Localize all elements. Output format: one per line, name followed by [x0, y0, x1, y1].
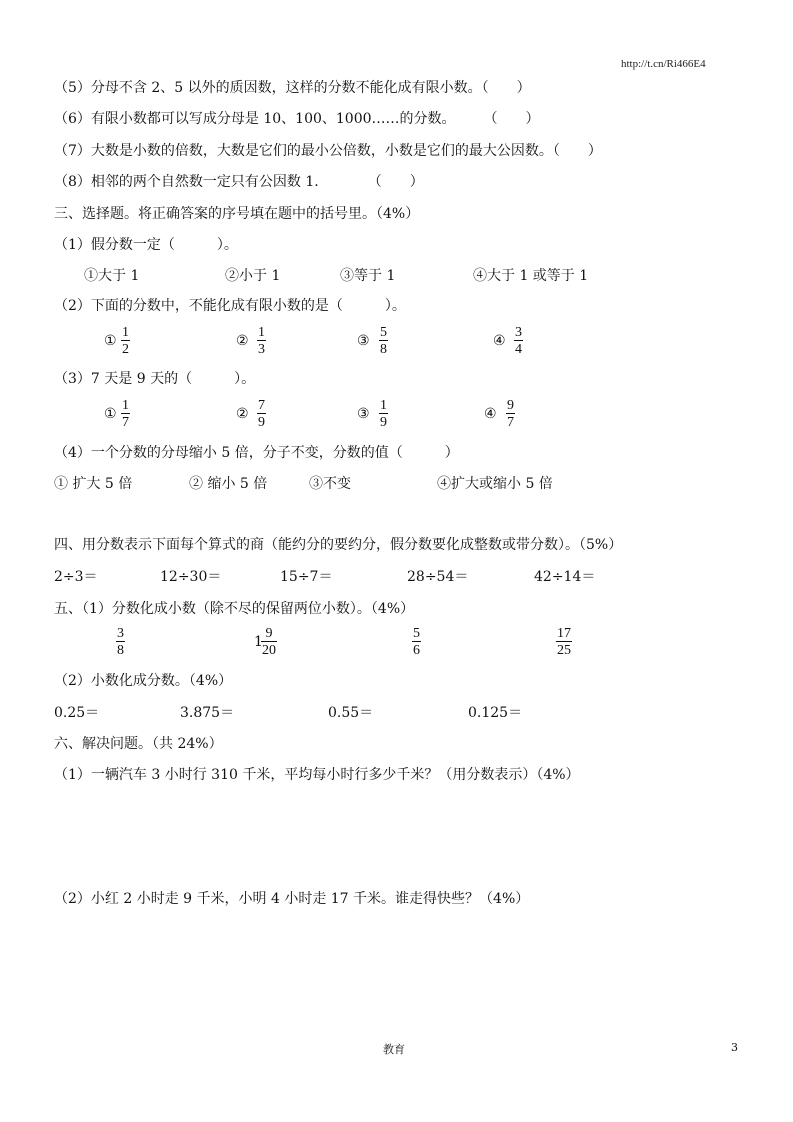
choice-q3-fraction-1	[121, 398, 130, 430]
section-5-heading-2: （2）小数化成分数。（4%）	[54, 673, 233, 689]
fraction-numerator: 9	[265, 626, 273, 641]
division-expr-4: 28÷54＝	[407, 569, 469, 585]
fraction-numerator: 1	[380, 398, 387, 413]
choice-q3-mark-4: ④	[484, 406, 497, 422]
convert-fraction-2	[261, 626, 277, 658]
judge-item-8: （8）相邻的两个自然数一定只有公因数 1. （ ）	[54, 174, 424, 190]
choice-q3-stem: （3）7 天是 9 天的（ ）。	[54, 371, 256, 387]
choice-q2-fraction-1	[121, 325, 130, 357]
convert-fraction-4	[556, 626, 572, 658]
choice-q3-mark-2: ②	[236, 406, 249, 422]
problem-1: （1）一辆汽车 3 小时行 310 千米，平均每小时行多少千米？（用分数表示）（4%）	[54, 767, 580, 783]
fraction-denominator: 8	[117, 643, 124, 658]
fraction-denominator: 7	[122, 415, 129, 430]
fraction-numerator: 1	[258, 325, 265, 340]
fraction-denominator: 9	[380, 415, 387, 430]
fraction-denominator: 6	[413, 643, 420, 658]
fraction-denominator: 8	[380, 342, 387, 357]
convert-fraction-3	[412, 626, 421, 658]
fraction-numerator: 9	[507, 398, 514, 413]
choice-q1-option-3: ③等于 1	[340, 268, 396, 284]
footer-label: 教育	[383, 1043, 405, 1056]
choice-q4-option-3: ③不变	[309, 476, 351, 492]
fraction-numerator: 7	[258, 398, 265, 413]
section-3-heading: 三、选择题。将正确答案的序号填在题中的括号里。（4%）	[54, 206, 420, 222]
choice-q4-option-1: ① 扩大 5 倍	[54, 476, 133, 492]
choice-q3-fraction-4	[506, 398, 515, 430]
choice-q2-mark-1: ①	[104, 333, 117, 349]
fraction-denominator: 9	[258, 415, 265, 430]
page-number: 3	[731, 1041, 738, 1054]
choice-q4-option-4: ④扩大或缩小 5 倍	[437, 476, 553, 492]
judge-item-5: （5）分母不含 2、5 以外的质因数，这样的分数不能化成有限小数。（ ）	[54, 80, 531, 96]
choice-q1-option-4: ④大于 1 或等于 1	[473, 268, 589, 284]
fraction-denominator: 2	[122, 342, 129, 357]
decimal-expr-4: 0.125＝	[468, 705, 523, 721]
choice-q2-fraction-4	[514, 325, 523, 357]
fraction-numerator: 1	[122, 398, 129, 413]
choice-q1-stem: （1）假分数一定（ ）。	[54, 237, 238, 253]
division-expr-1: 2÷3＝	[54, 569, 98, 585]
problem-2: （2）小红 2 小时走 9 千米，小明 4 小时走 17 千米。谁走得快些？（4%）	[54, 891, 530, 907]
section-4-heading: 四、用分数表示下面每个算式的商（能约分的要约分，假分数要化成整数或带分数）。（5%）	[54, 537, 623, 553]
choice-q4-stem: （4）一个分数的分母缩小 5 倍，分子不变，分数的值（ ）	[54, 445, 459, 461]
division-expr-2: 12÷30＝	[160, 569, 222, 585]
fraction-numerator: 5	[380, 325, 387, 340]
fraction-numerator: 1	[122, 325, 129, 340]
choice-q2-fraction-2	[257, 325, 266, 357]
fraction-denominator: 20	[262, 643, 276, 658]
judge-item-6: （6）有限小数都可以写成分母是 10、100、1000……的分数。 （ ）	[54, 111, 540, 127]
choice-q3-fraction-2	[257, 398, 266, 430]
choice-q1-option-2: ②小于 1	[225, 268, 281, 284]
choice-q3-mark-3: ③	[357, 406, 370, 422]
convert-fraction-1	[116, 626, 125, 658]
choice-q4-option-2: ② 缩小 5 倍	[189, 476, 268, 492]
fraction-denominator: 7	[507, 415, 514, 430]
choice-q2-fraction-3	[379, 325, 388, 357]
section-5-heading-1: 五、（1）分数化成小数（除不尽的保留两位小数）。（4%）	[54, 601, 415, 617]
section-6-heading: 六、解决问题。（共 24%）	[54, 736, 223, 752]
division-expr-5: 42÷14＝	[534, 569, 596, 585]
choice-q2-mark-3: ③	[357, 333, 370, 349]
choice-q2-stem: （2）下面的分数中，不能化成有限小数的是（ ）。	[54, 298, 406, 314]
choice-q2-mark-2: ②	[236, 333, 249, 349]
fraction-numerator: 17	[557, 626, 571, 641]
fraction-numerator: 3	[515, 325, 522, 340]
judge-item-7: （7）大数是小数的倍数，大数是它们的最小公倍数，小数是它们的最大公因数。（ ）	[54, 143, 602, 159]
fraction-numerator: 5	[413, 626, 420, 641]
choice-q3-mark-1: ①	[104, 406, 117, 422]
fraction-numerator: 3	[117, 626, 124, 641]
decimal-expr-1: 0.25＝	[54, 705, 100, 721]
fraction-denominator: 3	[258, 342, 265, 357]
header-url: http://t.cn/Ri466E4	[621, 58, 706, 70]
choice-q1-option-1: ①大于 1	[84, 268, 140, 284]
decimal-expr-3: 0.55＝	[328, 705, 374, 721]
fraction-denominator: 4	[515, 342, 522, 357]
choice-q2-mark-4: ④	[493, 333, 506, 349]
mixed-whole-part: 1	[254, 634, 263, 650]
choice-q3-fraction-3	[379, 398, 388, 430]
division-expr-3: 15÷7＝	[280, 569, 333, 585]
fraction-denominator: 25	[557, 643, 571, 658]
decimal-expr-2: 3.875＝	[180, 705, 235, 721]
